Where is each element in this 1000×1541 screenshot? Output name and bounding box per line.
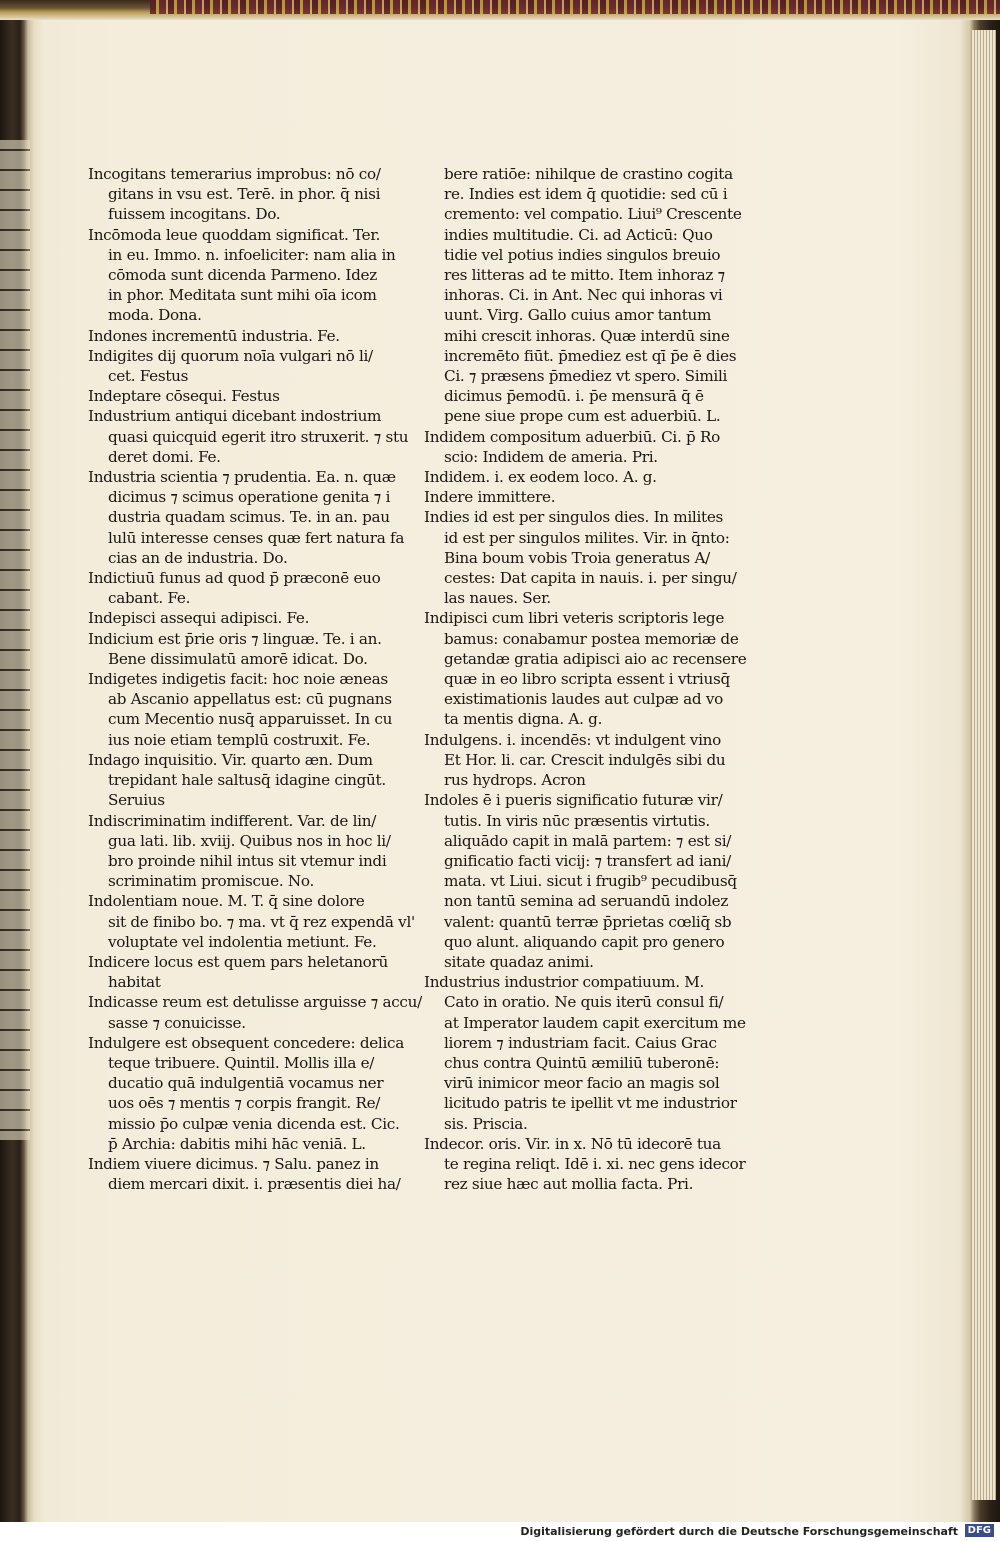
entry-headword-line: Industrium antiqui dicebant indostrium	[88, 407, 382, 426]
entry-headword-line: Indiscriminatim indifferent. Var. de lin/	[88, 811, 377, 830]
previous-page-edge	[0, 140, 30, 1140]
entry-headword-line: Incōmoda leue quoddam significat. Ter.	[88, 225, 381, 244]
entry-text-line: ta mentis digna. A. g.	[444, 710, 603, 729]
entry-text-line: inhoras. Ci. in Ant. Nec qui inhoras vi	[444, 286, 723, 305]
entry-text-line: lulū interesse censes quæ fert natura fa	[108, 528, 405, 547]
entry-headword-line: Indago inquisitio. Vir. quarto æn. Dum	[88, 750, 373, 769]
entry-headword-line: Indigetes indigetis facit: hoc noie æneas	[88, 670, 388, 689]
entry-text-line: Seruius	[108, 791, 165, 810]
entry-text-line: scriminatim promiscue. No.	[108, 872, 315, 891]
entry-text-line: aliquādo capit in malā partem: ⁊ est si/	[444, 831, 732, 850]
entry-headword-line: Indere immittere.	[424, 488, 556, 507]
entry-text-line: deret domi. Fe.	[108, 447, 221, 466]
entry-text-line: Cato in oratio. Ne quis iterū consul fi/	[444, 993, 724, 1012]
entry-text-line: tutis. In viris nūc præsentis virtutis.	[444, 811, 710, 830]
entry-text-line: getandæ gratia adipisci aio ac recensere	[444, 649, 747, 668]
entry-text-line: Bina boum vobis Troia generatus A/	[444, 548, 710, 567]
entry-headword-line: Indicium est p̄rie oris ⁊ linguæ. Te. i an.	[88, 629, 382, 648]
entry-text-line: pene siue prope cum est aduerbiū. L.	[444, 407, 721, 426]
entry-text-line: chus contra Quintū æmiliū tuberonē:	[444, 1053, 720, 1072]
entry-text-line: virū inimicor meor facio an magis sol	[444, 1074, 720, 1093]
entry-text-line: cabant. Fe.	[108, 589, 191, 608]
entry-text-line: non tantū semina ad seruandū indolez	[444, 892, 729, 911]
entry-headword-line: Indipisci cum libri veteris scriptoris lege	[424, 609, 725, 628]
entry-text-line: quasi quicquid egerit itro struxerit. ⁊ stu	[108, 427, 409, 446]
entry-text-line: sitate quadaz animi.	[444, 952, 594, 971]
entry-headword-line: Indicasse reum est detulisse arguisse ⁊ accu/	[88, 993, 422, 1012]
entry-headword-line: Indictiuū funus ad quod p̄ præconē euo	[88, 569, 381, 588]
entry-text-line: dustria quadam scimus. Te. in an. pau	[108, 508, 390, 527]
entry-headword-line: Indeptare cōsequi. Festus	[88, 387, 280, 406]
entry-text-line: indies multitudie. Ci. ad Acticū: Quo	[444, 225, 713, 244]
entry-text-line: missio p̄o culpæ venia dicenda est. Cic.	[108, 1114, 400, 1133]
entry-text-line: cestes: Dat capita in nauis. i. per singu/	[444, 569, 737, 588]
entry-text-line: cremento: vel compatio. Liui⁹ Crescente	[444, 205, 742, 224]
entry-text-line: Ci. ⁊ præsens p̄mediez vt spero. Simili	[444, 367, 728, 386]
entry-text-line: rus hydrops. Acron	[444, 771, 586, 790]
entry-text-line: incremēto fiūt. p̄mediez est qī p̄e ē dies	[444, 346, 737, 365]
entry-text-line: uunt. Virg. Gallo cuius amor tantum	[444, 306, 712, 325]
entry-text-line: cias an de industria. Do.	[108, 548, 288, 567]
entry-text-line: cum Mecentio nusq̄ apparuisset. In cu	[108, 710, 393, 729]
entry-text-line: te regina reliqt. Idē i. xi. nec gens idecor	[444, 1154, 746, 1173]
entry-text-line: sasse ⁊ conuicisse.	[108, 1013, 246, 1032]
entry-text-line: habitat	[108, 973, 161, 992]
entry-text-line: mata. vt Liui. sicut i frugib⁹ pecudibusq̄	[444, 872, 737, 891]
entry-text-line: bere ratiōe: nihilque de crastino cogita	[444, 165, 733, 183]
entry-text-line: quæ in eo libro scripta essent i vtriusq̄	[444, 670, 730, 689]
entry-headword-line: Indigites dij quorum noīa vulgari nō li/	[88, 346, 373, 365]
binding-ornament	[150, 0, 1000, 14]
entry-headword-line: Industria scientia ⁊ prudentia. Ea. n. quæ	[88, 468, 396, 487]
entry-text-line: res litteras ad te mitto. Item inhoraz ⁊	[444, 266, 725, 285]
entry-text-line: gnificatio facti vicij: ⁊ transfert ad iani/	[444, 851, 731, 870]
entry-text-line: rez siue hæc aut mollia facta. Pri.	[444, 1175, 694, 1194]
entry-headword-line: Indies id est per singulos dies. In milites	[424, 508, 724, 527]
entry-headword-line: Incogitans temerarius improbus: nō co/	[88, 165, 381, 183]
entry-text-line: moda. Dona.	[108, 306, 202, 325]
entry-text-line: uos oēs ⁊ mentis ⁊ corpis frangit. Re/	[108, 1094, 381, 1113]
entry-headword-line: Indolentiam noue. M. T. q̄ sine dolore	[88, 892, 365, 911]
entry-headword-line: Indulgere est obsequent concedere: delica	[88, 1033, 405, 1052]
entry-headword-line: Indecor. oris. Vir. in x. Nō tū idecorē tua	[424, 1134, 721, 1153]
entry-text-line: id est per singulos milites. Vir. in q̄nto:	[444, 528, 730, 547]
entry-text-line: las naues. Ser.	[444, 589, 551, 608]
entry-text-line: ducatio quā indulgentiā vocamus ner	[108, 1074, 384, 1093]
entry-text-line: sis. Priscia.	[444, 1114, 528, 1133]
entry-headword-line: Indidem compositum aduerbiū. Ci. p̄ Ro	[424, 427, 720, 446]
entry-text-line: fuissem incogitans. Do.	[108, 205, 281, 224]
entry-text-line: bamus: conabamur postea memoriæ de	[444, 629, 739, 648]
entry-text-line: teque tribuere. Quintil. Mollis illa e/	[108, 1053, 375, 1072]
entry-headword-line: Indiem viuere dicimus. ⁊ Salu. panez in	[88, 1154, 379, 1173]
text-column-left	[88, 164, 422, 1194]
entry-text-line: licitudo patris te ipellit vt me industrior	[444, 1094, 737, 1113]
entry-text-line: at Imperator laudem capit exercitum me	[444, 1013, 746, 1032]
entry-text-line: scio: Indidem de ameria. Pri.	[444, 447, 658, 466]
entry-headword-line: Indulgens. i. incendēs: vt indulgent vino	[424, 730, 721, 749]
page-block-edges	[972, 30, 996, 1500]
dfg-logo: DFG	[965, 1524, 994, 1537]
entry-headword-line: Indepisci assequi adipisci. Fe.	[88, 609, 310, 628]
entry-text-line: cōmoda sunt dicenda Parmeno. Idez	[108, 266, 377, 285]
entry-text-line: sit de finibo bo. ⁊ ma. vt q̄ rez expendā vl'	[108, 912, 415, 931]
entry-text-line: p̄ Archia: dabitis mihi hāc veniā. L.	[108, 1134, 366, 1153]
entry-text-line: existimationis laudes aut culpæ ad vo	[444, 690, 723, 709]
entry-text-line: Bene dissimulatū amorē idicat. Do.	[108, 649, 368, 668]
entry-text-line: gitans in vsu est. Terē. in phor. q̄ nisi	[108, 185, 381, 204]
entry-text-line: in phor. Meditata sunt mihi oīa icom	[108, 286, 377, 305]
entry-text-line: Et Hor. li. car. Crescit indulgēs sibi du	[444, 750, 726, 769]
entry-text-line: quo alunt. aliquando capit pro genero	[444, 932, 725, 951]
entry-text-line: dicimus p̄emodū. i. p̄e mensurā q̄ ē	[444, 387, 704, 406]
entry-text-line: dicimus ⁊ scimus operatione genita ⁊ i	[108, 488, 391, 507]
entry-headword-line: Indicere locus est quem pars heletanorū	[88, 952, 388, 971]
entry-headword-line: Indidem. i. ex eodem loco. A. g.	[424, 468, 657, 487]
entry-text-line: in eu. Immo. n. infoeliciter: nam alia in	[108, 245, 396, 264]
entry-text-line: re. Indies est idem q̄ quotidie: sed cū i	[444, 185, 728, 204]
entry-text-line: diem mercari dixit. i. præsentis diei ha/	[108, 1175, 401, 1194]
digitization-credit: Digitalisierung gefördert durch die Deutsche Forschungsgemeinschaft	[520, 1525, 958, 1538]
entry-text-line: trepidant hale saltusq̄ idagine cingūt.	[108, 771, 386, 790]
entry-text-line: tidie vel potius indies singulos breuio	[444, 245, 721, 264]
entry-text-line: cet. Festus	[108, 367, 189, 386]
entry-text-line: ab Ascanio appellatus est: cū pugnans	[108, 690, 392, 709]
entry-text-line: mihi crescit inhoras. Quæ interdū sine	[444, 326, 730, 345]
entry-text-line: voluptate vel indolentia metiunt. Fe.	[108, 932, 377, 951]
entry-text-line: bro proinde nihil intus sit vtemur indi	[108, 851, 387, 870]
entry-text-line: gua lati. lib. xviij. Quibus nos in hoc li/	[108, 831, 391, 850]
entry-text-line: ius noie etiam templū costruxit. Fe.	[108, 730, 371, 749]
entry-headword-line: Industrius industrior compatiuum. M.	[424, 973, 705, 992]
entry-headword-line: Indoles ē i pueris significatio futuræ vir/	[424, 791, 723, 810]
entry-text-line: valent: quantū terræ p̄prietas cœliq̄ sb	[444, 912, 732, 931]
entry-text-line: liorem ⁊ industriam facit. Caius Grac	[444, 1033, 717, 1052]
text-column-right	[424, 164, 747, 1194]
entry-headword-line: Indones incrementū industria. Fe.	[88, 326, 340, 345]
